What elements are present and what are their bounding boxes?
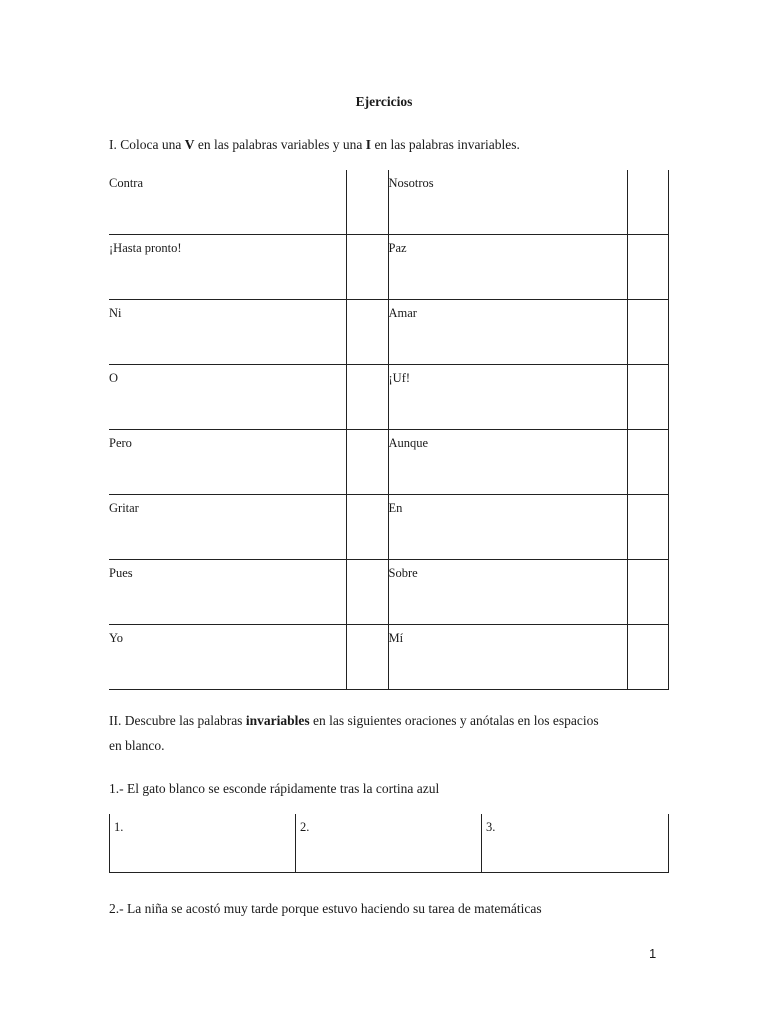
word-cell: Aunque xyxy=(388,430,627,495)
table-row xyxy=(109,495,668,560)
word-cell: Gritar xyxy=(109,495,346,560)
word-cell: En xyxy=(388,495,627,560)
answer-cell-3[interactable]: 3. xyxy=(482,814,669,873)
page-number: 1 xyxy=(649,946,657,961)
word-cell: ¡Hasta pronto! xyxy=(109,235,346,300)
word-cell: Amar xyxy=(388,300,627,365)
table-row xyxy=(109,430,668,495)
answers-row xyxy=(110,814,669,873)
sentence-1: 1.- El gato blanco se esconde rápidamente tras la cortina azul xyxy=(109,781,440,796)
answer-box[interactable] xyxy=(627,300,668,365)
answer-box[interactable] xyxy=(627,430,668,495)
answer-box[interactable] xyxy=(346,625,388,690)
word-cell: Ni xyxy=(109,300,346,365)
words-table xyxy=(109,170,669,690)
instruction-bold-invariables: invariables xyxy=(245,713,310,728)
answer-cell-2[interactable]: 2. xyxy=(296,814,482,873)
answer-box[interactable] xyxy=(346,170,388,235)
answer-box[interactable] xyxy=(627,365,668,430)
answer-box[interactable] xyxy=(346,495,388,560)
instruction-text: II. Descubre las palabras xyxy=(109,713,246,728)
word-cell: Sobre xyxy=(388,560,627,625)
instruction-text: en las palabras invariables. xyxy=(371,137,520,152)
word-cell: Yo xyxy=(109,625,346,690)
word-cell: ¡Uf! xyxy=(388,365,627,430)
word-cell: Pues xyxy=(109,560,346,625)
page-title: Ejercicios xyxy=(355,94,413,109)
answer-box[interactable] xyxy=(627,625,668,690)
table-row xyxy=(109,560,668,625)
instruction-text: en las siguientes oraciones y anótalas en los espacios xyxy=(309,713,599,728)
answer-box[interactable] xyxy=(346,300,388,365)
word-cell: O xyxy=(109,365,346,430)
word-cell: Pero xyxy=(109,430,346,495)
table-row xyxy=(109,300,668,365)
instruction-line: en blanco. xyxy=(109,738,165,753)
instruction-text: I. Coloca una xyxy=(109,137,185,152)
instruction-bold-v: V xyxy=(184,137,195,152)
answer-cell-1[interactable]: 1. xyxy=(110,814,296,873)
answer-box[interactable] xyxy=(627,170,668,235)
instruction-section-2 xyxy=(109,708,669,758)
answer-box[interactable] xyxy=(627,560,668,625)
instruction-text: en las palabras variables y una xyxy=(194,137,366,152)
word-cell: Paz xyxy=(388,235,627,300)
answer-box[interactable] xyxy=(346,365,388,430)
answer-box[interactable] xyxy=(627,235,668,300)
word-cell: Nosotros xyxy=(388,170,627,235)
table-row xyxy=(109,365,668,430)
instruction-section-1 xyxy=(109,132,520,157)
table-row xyxy=(109,625,668,690)
instruction-bold-i: I xyxy=(365,137,372,152)
table-row xyxy=(109,235,668,300)
word-cell: Contra xyxy=(109,170,346,235)
answer-box[interactable] xyxy=(346,235,388,300)
instruction-line xyxy=(109,708,669,733)
answer-box[interactable] xyxy=(346,560,388,625)
sentence-2: 2.- La niña se acostó muy tarde porque estuvo haciendo su tarea de matemáticas xyxy=(109,901,542,916)
answer-box[interactable] xyxy=(627,495,668,560)
answers-table xyxy=(109,814,669,873)
answer-box[interactable] xyxy=(346,430,388,495)
table-row xyxy=(109,170,668,235)
word-cell: Mí xyxy=(388,625,627,690)
